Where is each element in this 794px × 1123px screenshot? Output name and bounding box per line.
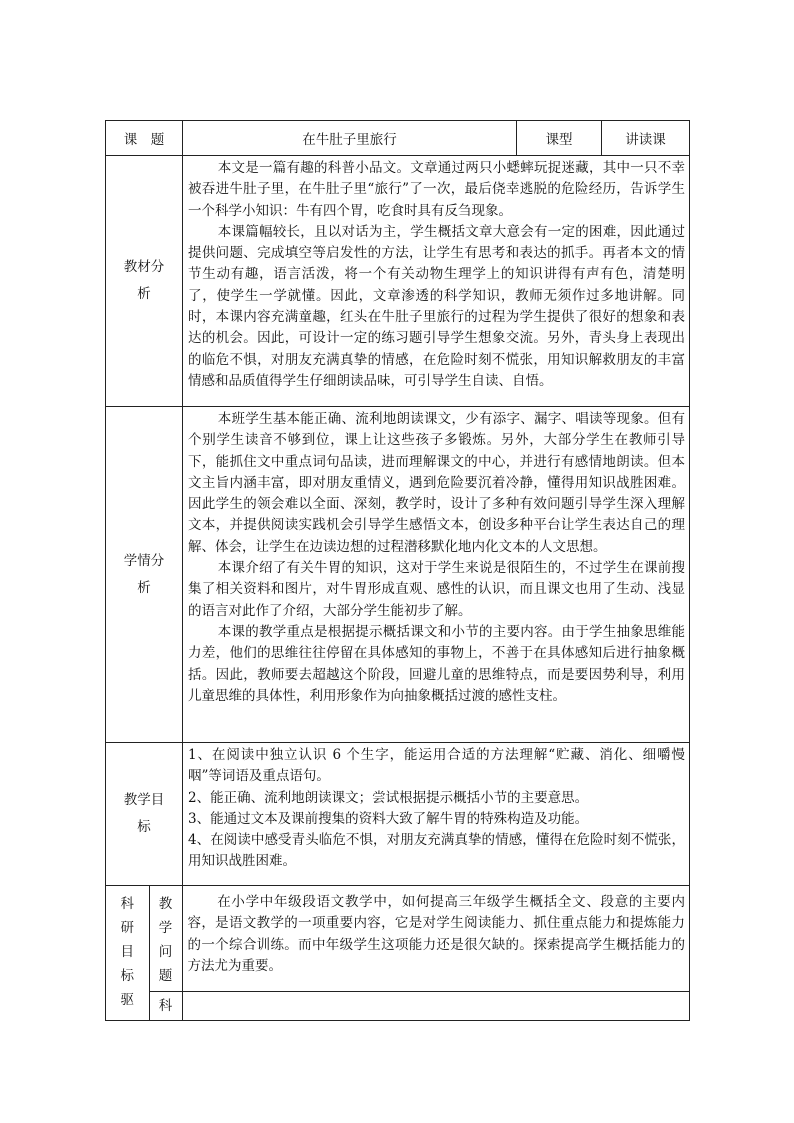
student-analysis-paragraph-2: 本课介绍了有关牛胃的知识，这对于学生来说是很陌生的，不过学生在课前搜集了相关资料和图片，对牛胃形成直观、感性的认识，而且课文也用了生动、浅显的语言对此作了介绍，大部分学生能初步了解。: [188, 560, 685, 619]
teaching-problem-text: 在小学中年级段语文教学中，如何提高三年级学生概括全文、段意的主要内容，是语文教学的一项重要内容，它是对学生阅读能力、抓住重点能力和提炼能力的一个综合训练。而中年级学生这项能力还是很欠缺的。探索提高学生概括能力的方法尤为重要。: [187, 894, 685, 974]
teaching-goals-label: [106, 743, 183, 886]
student-analysis-label: [106, 407, 183, 743]
teaching-goals-content: [183, 743, 690, 886]
research-row: [106, 886, 690, 1021]
textbook-analysis-paragraph-2: 本课篇幅较长，且以对话为主，学生概括文章大意会有一定的困难，因此通过提供问题、完成填空等启发性的方法，让学生有思考和表达的抓手。再者本文的情节生动有趣，语言活泼，将一个有关动物生理学上的知识讲得有声有色，清楚明了，使学生一学就懂。因此，文章渗透的科学知识，教师无须作过多地讲解。同时，本课内容充满童趣，红头在牛肚子里旅行的过程为学生提供了很好的想象和表达的机会。因此，可设计一定的练习题引导学生想象交流。另外，青头身上表现出的临危不惧，对朋友充满真挚的情感，在危险时刻不慌张，用知识解救朋友的丰富情感和品质值得学生仔细朗读品味，可引导学生自读、自悟。: [188, 223, 685, 389]
student-analysis-paragraph-3: 本课的教学重点是根据提示概括课文和小节的主要内容。由于学生抽象思维能力差，他们的思维往往停留在具体感知的事物上，不善于在具体感知后进行抽象概括。因此，教师要去超越这个阶段，回避儿童的思维特点，而是要因势利导，利用儿童思维的具体性，利用形象作为向抽象概括过渡的感性支柱。: [188, 623, 685, 704]
student-analysis-row: [106, 407, 690, 743]
header-row: [106, 121, 690, 156]
teaching-goals-label-line1: 教学目: [123, 792, 165, 808]
research-goal-label-char: 研: [120, 920, 134, 936]
lesson-title: 在牛肚子里旅行: [183, 121, 517, 156]
student-analysis-label-line2: 析: [137, 579, 151, 596]
teaching-goal-item: 4、在阅读中感受青头临危不惧，对朋友充满真挚的情感，懂得在危险时刻不慌张，用知识战胜困难。: [188, 832, 685, 870]
teaching-problem-label-char: 问: [158, 944, 173, 960]
teaching-problem-label-char: 题: [158, 968, 173, 984]
teaching-problem-label-char: 学: [158, 920, 173, 936]
teaching-goals-label-line2: 标: [137, 819, 151, 835]
teaching-goal-item: 3、能通过文本及课前搜集的资料大致了解牛胃的特殊构造及功能。: [188, 810, 589, 827]
teaching-goal-item: 1、在阅读中独立认识 6 个生字，能运用合适的方法理解“贮藏、消化、细嚼慢咽”等词语及重点语句。: [188, 747, 685, 785]
topic-label: 课 题: [106, 121, 183, 156]
textbook-analysis-row: [106, 156, 690, 407]
research-goal-label-char: 目: [120, 944, 134, 960]
textbook-analysis-content: [183, 156, 690, 407]
research-subtable: [106, 886, 689, 1020]
research-goal-label-char: 驱: [120, 992, 134, 1008]
research-goal-label: [106, 886, 149, 1020]
textbook-analysis-paragraph-1: 本文是一篇有趣的科普小品文。文章通过两只小蟋蟀玩捉迷藏，其中一只不幸被吞进牛肚子里，在牛肚子里“旅行”了一次，最后侥幸逃脱的危险经历，告诉学生一个科学小知识：牛有四个胃，吃食时具有反刍现象。: [188, 160, 685, 219]
lesson-plan-table: [105, 120, 690, 1021]
research-subject-label: 科: [149, 991, 182, 1020]
textbook-analysis-label-line1: 教材分: [123, 259, 165, 275]
teaching-problem-label-char: 教: [158, 896, 173, 912]
textbook-analysis-label: [106, 156, 183, 407]
research-goal-label-char: 标: [120, 968, 134, 984]
student-analysis-content: [183, 407, 690, 743]
teaching-goal-item: 2、能正确、流利地朗读课文；尝试根据提示概括小节的主要意思。: [188, 789, 589, 806]
teaching-problem-content: [182, 886, 689, 991]
teaching-goals-row: [106, 743, 690, 886]
student-analysis-label-line1: 学情分: [123, 552, 165, 569]
teaching-problem-label: [149, 886, 182, 991]
student-analysis-paragraph-1: 本班学生基本能正确、流利地朗读课文，少有添字、漏字、唱读等现象。但有个别学生读音不够到位，课上让这些孩子多锻炼。另外，大部分学生在教师引导下，能抓住文中重点词句品读，进而理解课文的中心，并进行有感情地朗读。但本文主旨内涵丰富，即对朋友重情义，遇到危险要沉着冷静，懂得用知识战胜困难。因此学生的领会难以全面、深刻，教学时，设计了多种有效问题引导学生深入理解文本，并提供阅读实践机会引导学生感悟文本，创设多种平台让学生表达自己的理解、体会，让学生在边读边想的过程潜移默化地内化文本的人文思想。: [188, 411, 685, 555]
research-goal-label-char: 科: [120, 896, 134, 912]
type-label: 课型: [517, 121, 602, 156]
textbook-analysis-label-line2: 析: [137, 286, 151, 302]
research-subject-content: [182, 991, 689, 1020]
type-value: 讲读课: [602, 121, 690, 156]
